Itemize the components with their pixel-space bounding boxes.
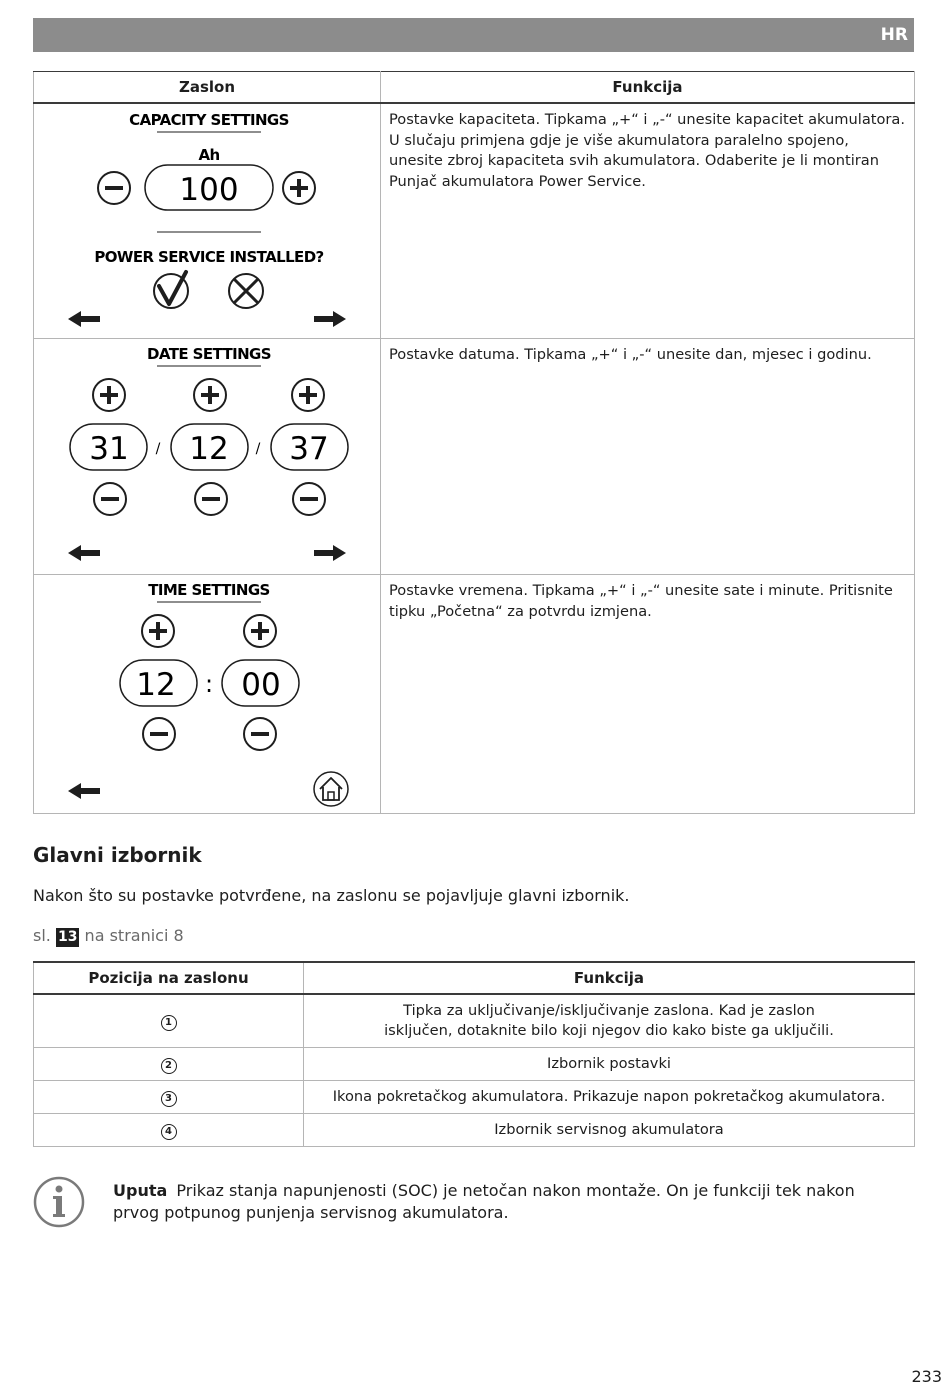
minus-icon[interactable] — [195, 483, 227, 515]
position-number: 2 — [161, 1058, 177, 1074]
plus-icon[interactable] — [292, 379, 324, 411]
arrow-right-icon[interactable] — [314, 545, 346, 561]
date-separator: / — [255, 441, 261, 457]
info-icon — [33, 1176, 85, 1228]
time-settings-function: Postavke vremena. Tipkama „+“ i „-“ unesite sate i minute. Pritisnite tipku „Početna“ za potvrdu izmjena. — [381, 575, 915, 814]
plus-icon[interactable] — [142, 615, 174, 647]
position-number: 4 — [161, 1124, 177, 1140]
minus-icon[interactable] — [244, 718, 276, 750]
minus-icon[interactable] — [98, 172, 130, 204]
time-settings-title: TIME SETTINGS — [148, 581, 270, 599]
position-cell — [34, 1048, 304, 1081]
arrow-left-icon[interactable] — [68, 783, 100, 799]
table-row — [34, 575, 915, 814]
capacity-unit-label: Ah — [198, 146, 220, 164]
position-cell — [34, 1114, 304, 1147]
minus-icon[interactable] — [293, 483, 325, 515]
section-title: Glavni izbornik — [33, 843, 202, 867]
time-settings-screen — [34, 575, 381, 814]
capacity-settings-screen — [34, 103, 381, 339]
column-header-function: Funkcija — [304, 962, 915, 994]
page-number: 233 — [911, 1367, 942, 1386]
figref-suffix: na stranici 8 — [84, 926, 184, 945]
capacity-settings-title: CAPACITY SETTINGS — [129, 111, 289, 129]
note-text: Prikaz stanja napunjenosti (SOC) je netočan nakon montaže. On je funkciji tek nakon prvog potpunog punjenja servisnog akumulatora. — [113, 1181, 855, 1222]
date-settings-screen — [34, 339, 381, 575]
function-cell: Izbornik servisnog akumulatora — [304, 1114, 915, 1147]
minutes-value: 00 — [241, 667, 281, 703]
header-bar — [33, 18, 914, 52]
time-separator: : — [204, 670, 214, 698]
position-number: 1 — [161, 1015, 177, 1031]
home-icon[interactable] — [314, 772, 348, 806]
date-separator: / — [155, 441, 161, 457]
table-row — [34, 339, 915, 575]
position-cell — [34, 1081, 304, 1114]
date-settings-function: Postavke datuma. Tipkama „+“ i „-“ unesite dan, mjesec i godinu. — [381, 339, 915, 575]
function-cell: Tipka za uključivanje/isključivanje zaslona. Kad je zaslon isključen, dotaknite bilo koji njegov dio kako biste ga uključili. — [304, 994, 915, 1048]
plus-icon[interactable] — [93, 379, 125, 411]
cross-icon[interactable] — [229, 274, 263, 308]
table-row — [34, 1114, 915, 1147]
language-code: HR — [880, 25, 908, 45]
figure-number: 13 — [57, 929, 78, 945]
year-value: 37 — [289, 431, 329, 467]
arrow-left-icon[interactable] — [68, 545, 100, 561]
position-table — [33, 961, 915, 1147]
function-cell: Ikona pokretačkog akumulatora. Prikazuje napon pokretačkog akumulatora. — [304, 1081, 915, 1114]
figref-prefix: sl. — [33, 926, 51, 945]
column-header-position: Pozicija na zaslonu — [34, 962, 304, 994]
plus-icon[interactable] — [283, 172, 315, 204]
minus-icon[interactable] — [94, 483, 126, 515]
table-row — [34, 1048, 915, 1081]
table-row — [34, 994, 915, 1048]
column-header-screen: Zaslon — [34, 72, 381, 104]
figure-reference — [33, 926, 184, 947]
position-cell — [34, 994, 304, 1048]
table-row — [34, 103, 915, 339]
hours-value: 12 — [136, 667, 176, 703]
table-row — [34, 1081, 915, 1114]
arrow-left-icon[interactable] — [68, 311, 100, 327]
plus-icon[interactable] — [244, 615, 276, 647]
function-cell: Izbornik postavki — [304, 1048, 915, 1081]
power-service-question: POWER SERVICE INSTALLED? — [94, 248, 324, 266]
section-intro: Nakon što su postavke potvrđene, na zaslonu se pojavljuje glavni izbornik. — [33, 886, 630, 905]
plus-icon[interactable] — [194, 379, 226, 411]
arrow-right-icon[interactable] — [314, 311, 346, 327]
note-label: Uputa — [113, 1181, 168, 1200]
check-icon[interactable] — [154, 272, 188, 308]
screen-function-table — [33, 71, 915, 814]
capacity-settings-function: Postavke kapaciteta. Tipkama „+“ i „-“ unesite kapacitet akumulatora. U slučaju primjena gdje je više akumulatora paralelno spojeno, unesite zbroj kapaciteta svih akumulatora. Odaberite je li montiran Punjač akumulatora Power Service. — [381, 103, 915, 339]
column-header-function: Funkcija — [381, 72, 915, 104]
minus-icon[interactable] — [143, 718, 175, 750]
note — [113, 1180, 903, 1224]
date-settings-title: DATE SETTINGS — [147, 345, 271, 363]
month-value: 12 — [189, 431, 229, 467]
day-value: 31 — [89, 431, 129, 467]
capacity-value: 100 — [179, 172, 239, 208]
position-number: 3 — [161, 1091, 177, 1107]
